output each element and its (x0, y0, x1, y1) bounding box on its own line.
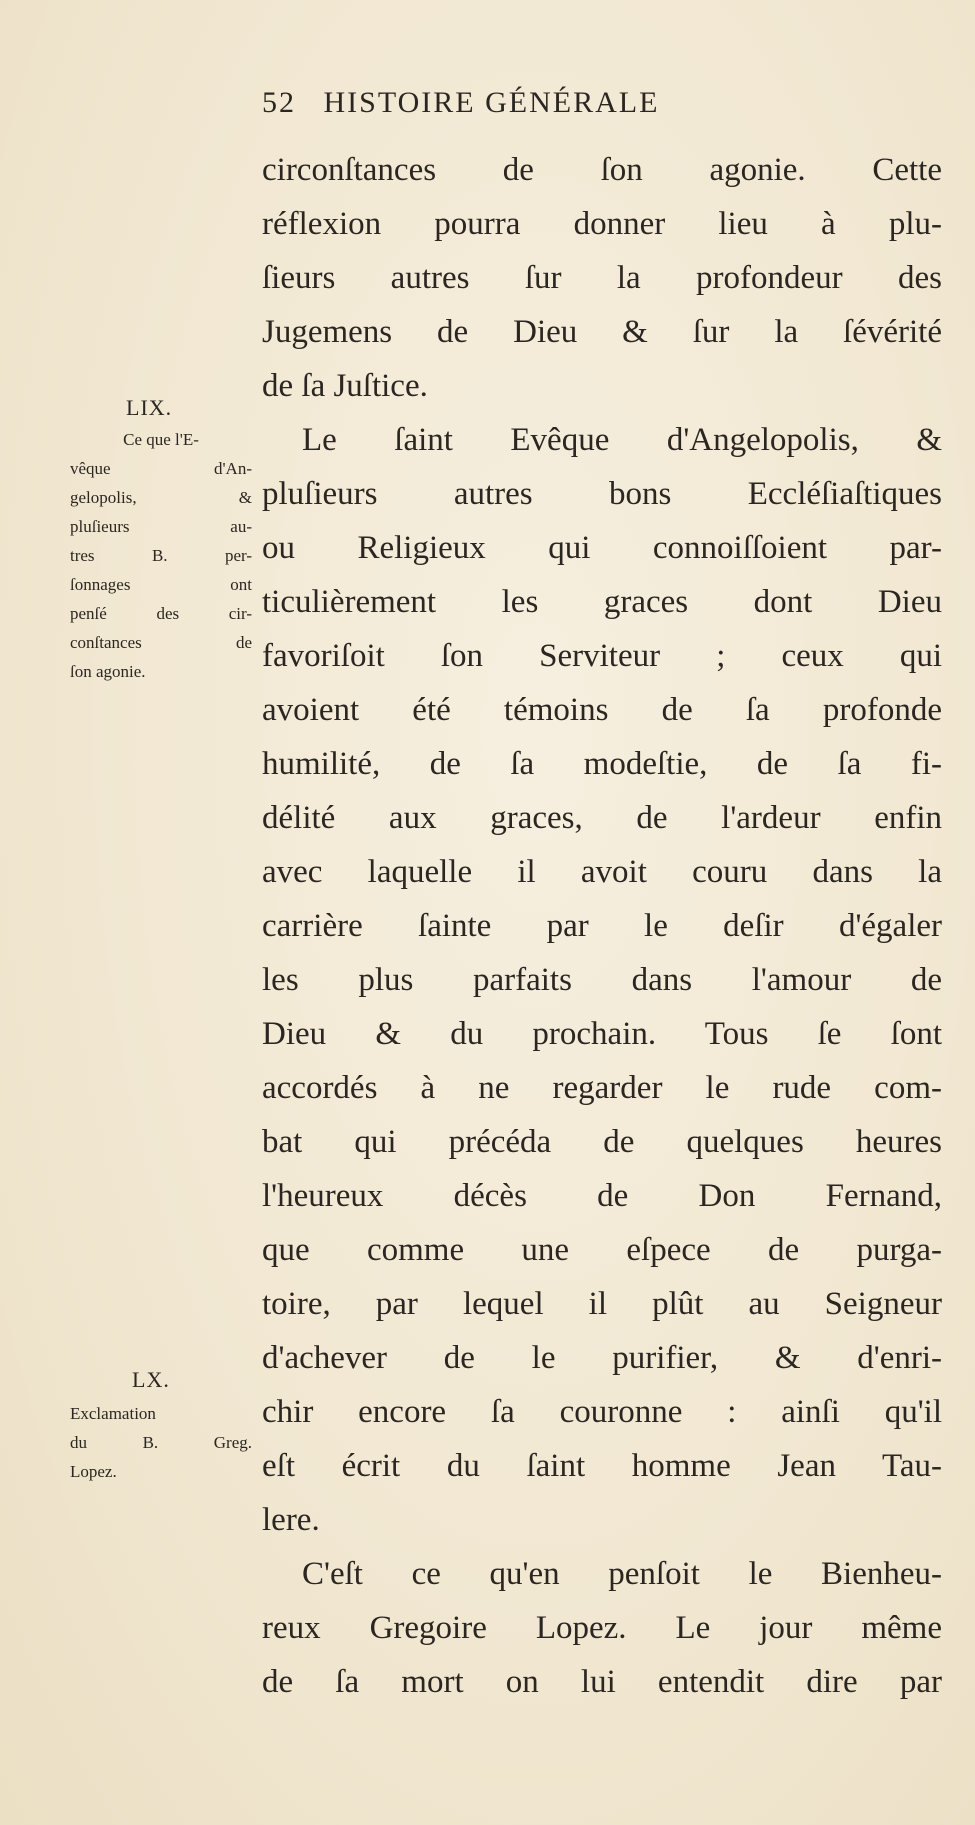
section-number: LX. (132, 1367, 170, 1392)
margin-note-line: gelopolis, & (70, 488, 252, 507)
margin-note-line: penſé des cir- (70, 604, 252, 623)
body-line: accordés à ne regarder le rude com- (262, 1070, 942, 1106)
body-line: réflexion pourra donner lieu à plu- (262, 206, 942, 242)
margin-note-line: pluſieurs au- (70, 517, 252, 536)
body-line: l'heureux décès de Don Fernand, (262, 1178, 942, 1214)
body-line: bat qui précéda de quelques heures (262, 1124, 942, 1160)
body-line: délité aux graces, de l'ardeur enfin (262, 800, 942, 836)
running-title: HISTOIRE GÉNÉRALE (323, 86, 660, 119)
paragraph-start-line: Le ſaint Evêque d'Angelopolis, & (302, 422, 942, 458)
body-line: les plus parfaits dans l'amour de (262, 962, 942, 998)
body-line: chir encore ſa couronne : ainſi qu'il (262, 1394, 942, 1430)
body-line: circonſtances de ſon agonie. Cette (262, 152, 942, 188)
body-line: de ſa mort on lui entendit dire par (262, 1664, 942, 1700)
body-line: de ſa Juſtice. (262, 368, 428, 404)
body-line: ticulièrement les graces dont Dieu (262, 584, 942, 620)
body-line: avoient été témoins de ſa profonde (262, 692, 942, 728)
body-line: toire, par lequel il plût au Seigneur (262, 1286, 942, 1322)
body-line: pluſieurs autres bons Eccléſiaſtiques (262, 476, 942, 512)
body-line: humilité, de ſa modeſtie, de ſa fi- (262, 746, 942, 782)
body-text (262, 143, 942, 1709)
margin-note-line: conſtances de (70, 633, 252, 652)
margin-note-line: Lopez. (70, 1462, 117, 1481)
margin-note-line: vêque d'An- (70, 459, 252, 478)
page-number: 52 (262, 86, 296, 119)
body-line: lere. (262, 1502, 320, 1538)
body-line: reux Gregoire Lopez. Le jour même (262, 1610, 942, 1646)
margin-note-line: du B. Greg. (70, 1433, 252, 1452)
body-line: ſieurs autres ſur la profondeur des (262, 260, 942, 296)
body-line: ou Religieux qui connoiſſoient par- (262, 530, 942, 566)
body-line: eſt écrit du ſaint homme Jean Tau- (262, 1448, 942, 1484)
body-line: avec laquelle il avoit couru dans la (262, 854, 942, 890)
body-line: Dieu & du prochain. Tous ſe ſont (262, 1016, 942, 1052)
margin-note-line: tres B. per- (70, 546, 252, 565)
body-line: carrière ſainte par le deſir d'égaler (262, 908, 942, 944)
margin-note-line: ſonnages ont (70, 575, 252, 594)
section-number: LIX. (126, 395, 173, 420)
margin-note-line: ſon agonie. (70, 662, 146, 681)
paragraph-start-line: C'eſt ce qu'en penſoit le Bienheu- (302, 1556, 942, 1592)
body-line: d'achever de le purifier, & d'enri- (262, 1340, 942, 1376)
body-line: favoriſoit ſon Serviteur ; ceux qui (262, 638, 942, 674)
body-line: que comme une eſpece de purga- (262, 1232, 942, 1268)
margin-note-line: Ce que l'E- (123, 430, 199, 449)
running-header (262, 86, 659, 120)
margin-note-line: Exclamation (70, 1404, 156, 1423)
body-line: Jugemens de Dieu & ſur la ſévérité (262, 314, 942, 350)
